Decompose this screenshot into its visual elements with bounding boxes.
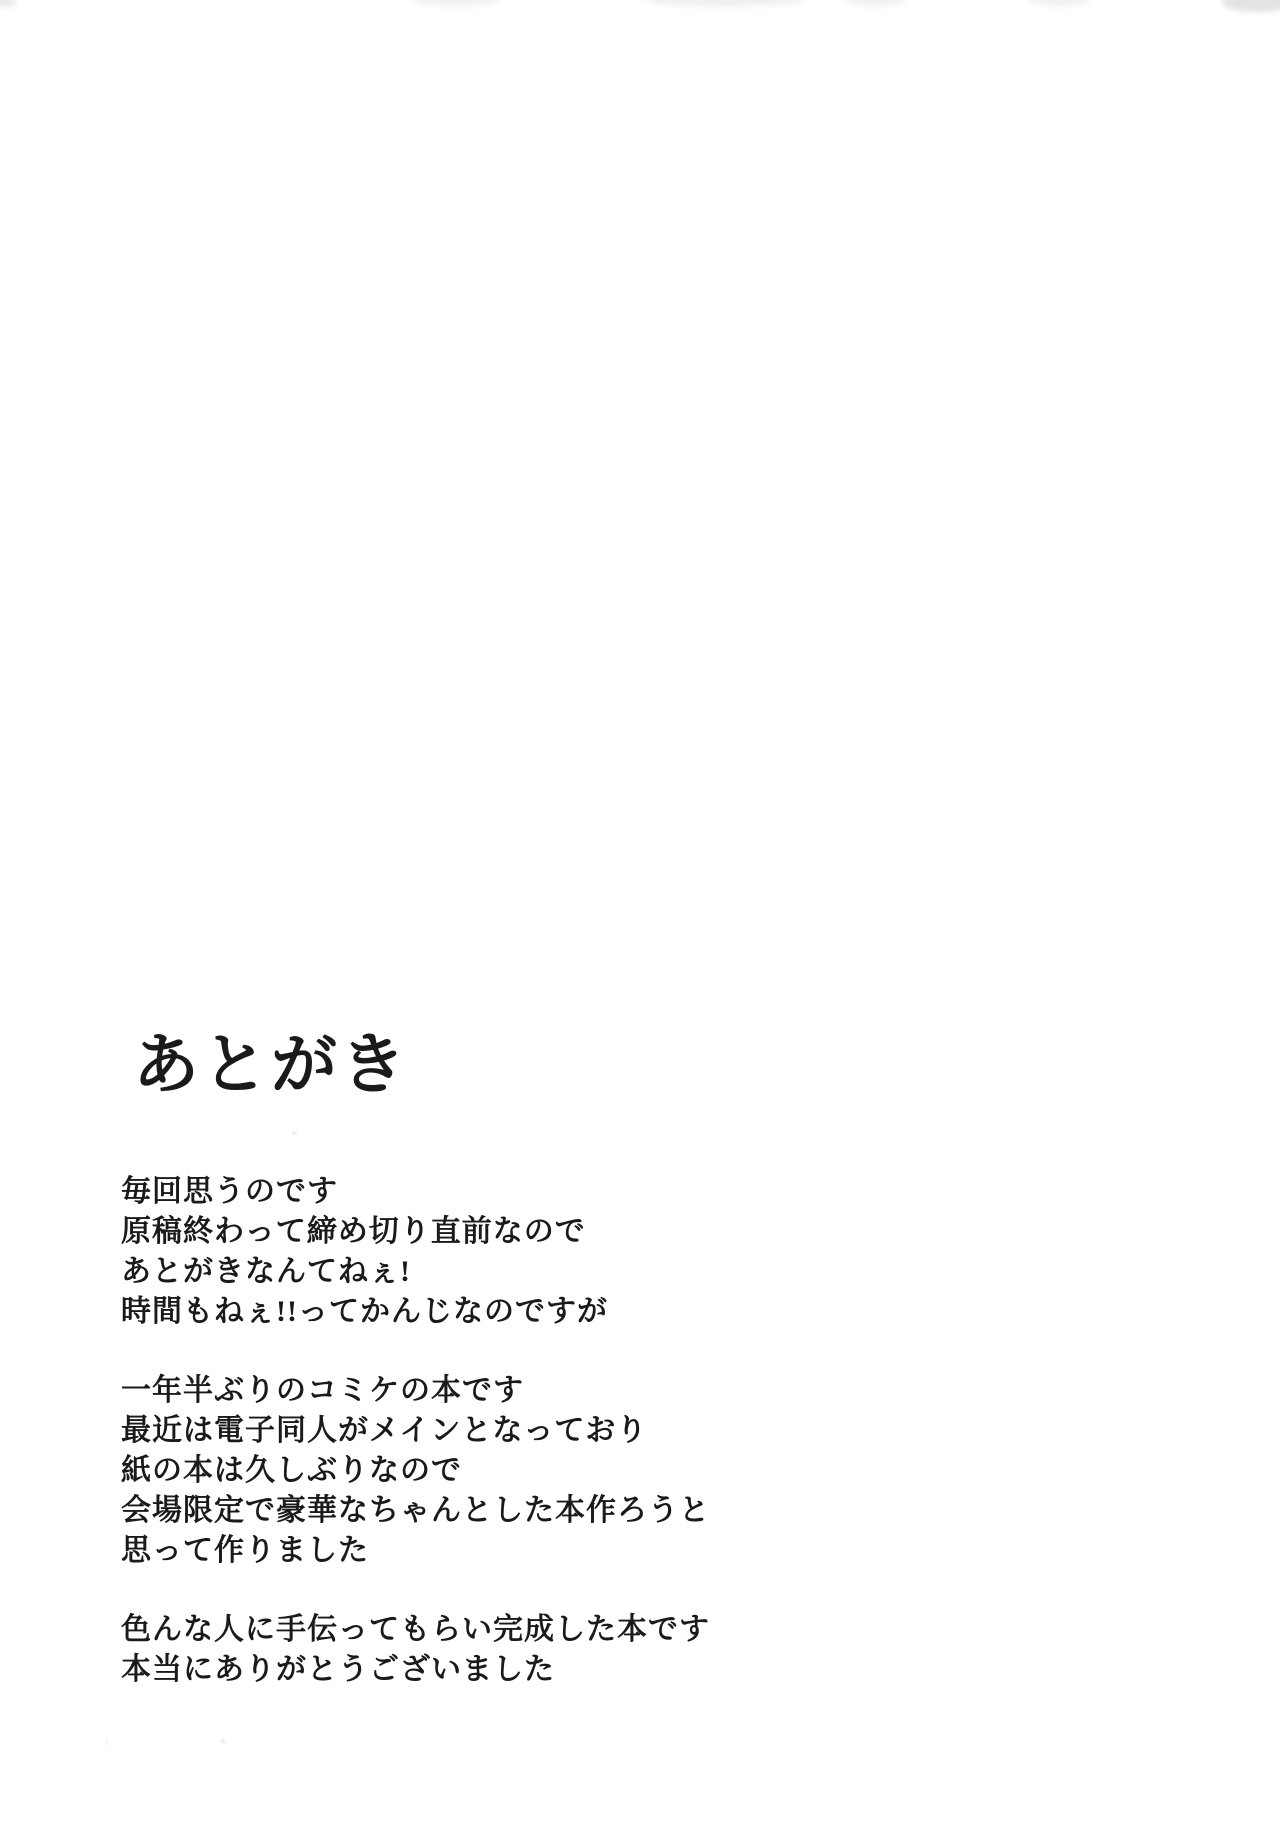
- text-line: 一年半ぶりのコミケの本です: [121, 1374, 524, 1407]
- text-line: 原稿終わって締め切り直前なので: [121, 1215, 586, 1248]
- text-line: 色んな人に手伝ってもらい完成した本です: [121, 1613, 710, 1646]
- text-line: 毎回思うのです: [121, 1175, 338, 1208]
- afterword-body: [121, 1172, 710, 1729]
- scan-artifact: [645, 0, 805, 6]
- scan-artifact: [845, 0, 905, 6]
- text-line: 思って作りました: [121, 1534, 369, 1567]
- scan-speck: [221, 1739, 225, 1744]
- afterword-paragraph-2: [121, 1371, 710, 1571]
- scan-speck: [292, 1131, 296, 1135]
- text-line: 紙の本は久しぶりなので: [121, 1454, 462, 1487]
- scan-artifact: [1222, 0, 1280, 12]
- scan-artifact: [1028, 0, 1090, 6]
- afterword-paragraph-3: [121, 1610, 710, 1690]
- scan-speck: [106, 1737, 108, 1746]
- scan-artifact: [0, 0, 16, 7]
- afterword-title: あとがき: [133, 1029, 409, 1102]
- text-line: 会場限定で豪華なちゃんとした本作ろうと: [121, 1494, 710, 1527]
- text-line: 時間もねぇ!!ってかんじなのですが: [121, 1295, 608, 1328]
- text-line: あとがきなんてねぇ!: [121, 1255, 411, 1288]
- text-line: 本当にありがとうございました: [121, 1653, 555, 1686]
- scan-artifact: [412, 0, 502, 6]
- text-line: 最近は電子同人がメインとなっており: [121, 1414, 648, 1447]
- afterword-paragraph-1: [121, 1172, 710, 1332]
